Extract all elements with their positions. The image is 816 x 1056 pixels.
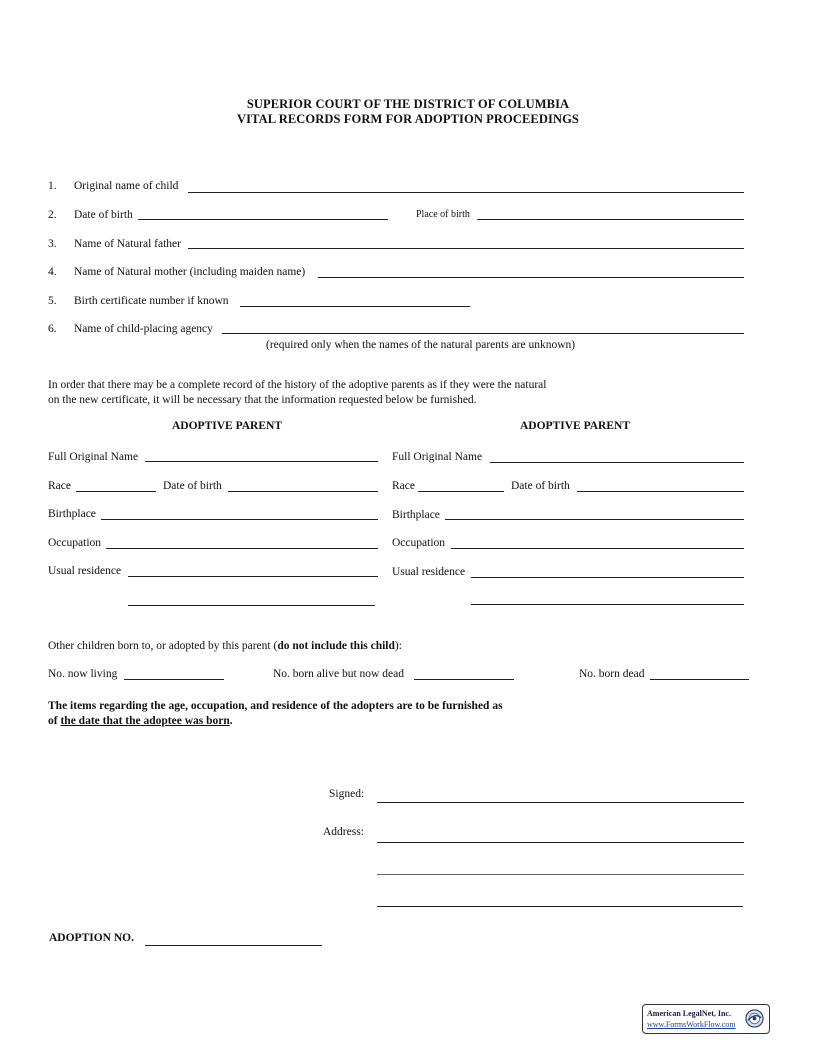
item-number: 6. (48, 323, 57, 335)
label-natural-father: Name of Natural father (74, 238, 181, 250)
field-full-name-left[interactable] (145, 461, 378, 462)
label-full-name-left: Full Original Name (48, 451, 139, 463)
field-birth-certificate[interactable] (240, 306, 470, 307)
intro-line-1: In order that there may be a complete record of the history of the adoptive parents as if they were the natural (48, 379, 547, 391)
label-residence-left: Usual residence (48, 565, 122, 577)
field-adoption-no[interactable] (145, 945, 322, 946)
globe-icon (745, 1009, 764, 1028)
label-occupation-left: Occupation (48, 537, 102, 549)
field-signed[interactable] (377, 802, 744, 803)
field-no-born-dead[interactable] (650, 679, 749, 680)
field-birthplace-right[interactable] (445, 519, 744, 520)
label-natural-mother: Name of Natural mother (including maiden name) (74, 266, 306, 278)
field-full-name-right[interactable] (490, 462, 744, 463)
label-birthplace-right: Birthplace (392, 509, 440, 521)
field-no-now-living[interactable] (124, 679, 224, 680)
agency-note: (required only when the names of the natural parents are unknown) (266, 339, 576, 351)
label-signed: Signed: (329, 788, 365, 800)
label-full-name-right: Full Original Name (392, 451, 483, 463)
item-number: 2. (48, 209, 57, 221)
intro-line-2: on the new certificate, it will be necessary that the information requested below be furnished. (48, 394, 477, 406)
other-children-statement: Other children born to, or adopted by this parent (do not include this child): (48, 640, 402, 652)
label-no-born-dead: No. born dead (579, 668, 645, 680)
field-race-right[interactable] (418, 491, 504, 492)
label-residence-right: Usual residence (392, 566, 466, 578)
label-place-of-birth: Place of birth (416, 209, 470, 220)
field-natural-father[interactable] (188, 248, 744, 249)
field-race-left[interactable] (76, 491, 156, 492)
field-date-of-birth[interactable] (138, 219, 388, 220)
item-number: 5. (48, 295, 57, 307)
field-residence-right-2[interactable] (471, 604, 744, 605)
label-occupation-right: Occupation (392, 537, 446, 549)
item-number: 4. (48, 266, 57, 278)
field-dob-right[interactable] (577, 491, 744, 492)
item-number: 3. (48, 238, 57, 250)
field-no-born-alive-dead[interactable] (414, 679, 514, 680)
form-title-court: SUPERIOR COURT OF THE DISTRICT OF COLUMBIA (246, 97, 570, 111)
form-title-form: VITAL RECORDS FORM FOR ADOPTION PROCEEDINGS (237, 112, 579, 126)
label-birthplace-left: Birthplace (48, 508, 96, 520)
label-child-placing-agency: Name of child-placing agency (74, 323, 213, 335)
field-place-of-birth[interactable] (477, 219, 744, 220)
field-original-name-child[interactable] (188, 192, 744, 193)
label-race-left: Race (48, 480, 71, 492)
notice-line-2: of the date that the adoptee was born. (48, 715, 233, 727)
label-race-right: Race (392, 480, 415, 492)
field-birthplace-left[interactable] (101, 519, 378, 520)
badge-url[interactable]: www.FormsWorkFlow.com (647, 1020, 736, 1029)
label-original-name-child: Original name of child (74, 180, 179, 192)
item-number: 1. (48, 180, 57, 192)
field-residence-left-2[interactable] (128, 605, 375, 606)
label-no-born-alive-dead: No. born alive but now dead (273, 668, 404, 680)
label-birth-certificate: Birth certificate number if known (74, 295, 229, 307)
field-residence-right[interactable] (471, 577, 744, 578)
field-address-line-2[interactable] (377, 874, 744, 875)
label-adoption-no: ADOPTION NO. (49, 932, 134, 944)
field-address-line-3[interactable] (377, 906, 743, 907)
field-occupation-right[interactable] (451, 548, 744, 549)
field-residence-left[interactable] (128, 576, 378, 577)
label-date-of-birth: Date of birth (74, 209, 133, 221)
label-dob-right: Date of birth (511, 480, 570, 492)
label-address: Address: (323, 826, 364, 838)
heading-adoptive-parent-right: ADOPTIVE PARENT (520, 420, 631, 432)
field-address-line-1[interactable] (377, 842, 744, 843)
badge-company: American LegalNet, Inc. (647, 1009, 731, 1018)
field-dob-left[interactable] (228, 491, 378, 492)
legalnet-badge[interactable] (642, 1004, 770, 1034)
field-occupation-left[interactable] (106, 548, 378, 549)
label-no-now-living: No. now living (48, 668, 118, 680)
notice-line-1: The items regarding the age, occupation, and residence of the adopters are to be furnished as (48, 700, 503, 712)
label-dob-left: Date of birth (163, 480, 222, 492)
field-natural-mother[interactable] (318, 277, 744, 278)
heading-adoptive-parent-left: ADOPTIVE PARENT (172, 420, 283, 432)
field-child-placing-agency[interactable] (222, 333, 744, 334)
